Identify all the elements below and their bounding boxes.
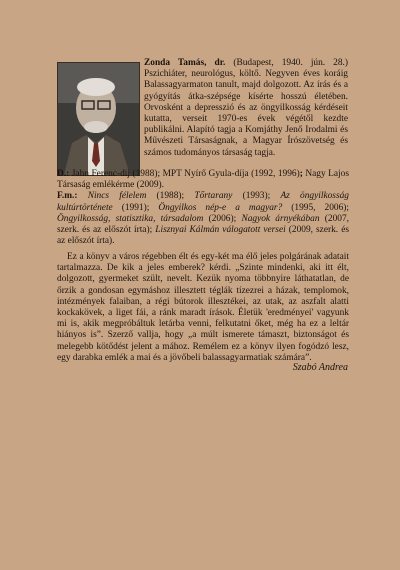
author-bio-intro (144, 58, 348, 159)
awards-paragraph (57, 169, 349, 191)
work-title: Nincs félelem (87, 191, 147, 202)
author-bio-continued (57, 169, 349, 247)
work-info: (1995, 2006); (282, 202, 349, 213)
author-name: Zonda Tamás, dr. (144, 58, 226, 68)
work-title: Öngyilkos nép-e a magyar? (158, 202, 283, 213)
work-title: Lisznyai Kálmán válogatott versei (155, 225, 286, 236)
awards-separator: ; (299, 169, 303, 179)
essay-paragraph: Ez a könyv a város régebben élt és egy-két ma élő jeles polgárának adatait tartalmazza. De kik a jeles emberek? kérdi. „Szinte mindenki, aki itt élt, dolgozott, gyermeket szült, nevelt. Kezük nyoma többnyire láthatatlan, de őrzik a gondosan egymáshoz illesztett téglák tízezrei a házak, templomok, intézmények falaiban, a régi bútorok illesztékei, az utak, az aszfalt alatti kockakövek, a liget fái, a ránk maradt írások. Életük 'eredményei' vagyunk mi is, akik megpróbáltuk letárba venni, felkutatni őket, még ha ez a leltár hiányos is”. Szerző vallja, hogy „a múlt ismerete támaszt, biztonságot és melegebb kötődést jelent a mához. Remélem ez a könyv ilyen fogódzó lesz, egy darabka emlék a mai és a jövőbeli balassagyarmatiak számára”. (57, 252, 349, 363)
work-info: (1993); (232, 191, 281, 202)
portrait-illustration (58, 63, 139, 175)
awards-label: D.: (57, 169, 70, 179)
author-portrait-photo (57, 62, 140, 176)
works-paragraph (57, 191, 349, 247)
work-info: (2006); (203, 213, 242, 224)
author-birth: (Budapest, 1940. jún. 28.) (233, 58, 349, 68)
work-title: Tőrtarany (194, 191, 233, 202)
works-label: F.m.: (57, 191, 78, 202)
awards-text-b: Nagy Lajos Társaság emlékérme (2009). (57, 169, 350, 191)
work-title: Öngyilkosság, statisztika, társadalom (57, 213, 204, 224)
signature: Szabó Andrea (292, 362, 348, 373)
awards-text-a: Jahn Ferenc-díj (1988); MPT Nyírő Gyula-díja (1992, 1996) (71, 169, 300, 179)
work-info: (2007, szerk. és az előszót írta); (57, 213, 349, 236)
work-info: (2009, szerk. és az előszót írta). (57, 225, 350, 247)
author-intro-text: Pszichiáter, neurológus, költő. Negyven éves koráig Balassagyarmaton tanult, majd dolgozott. Az írás és a gyógyítás átka-szépsége kísérte hosszú életében. Orvosként a depresszió és az öngyilkosság kérdéseit kutatta, verseit 1970-es évek végétől kezdte publikálni. Alapító tagja a Komjáthy Jenő Irodalmi és Művészeti Társaságnak, a Magyar Írószövetség és számos tudományos társaság tagja. (144, 69, 348, 158)
work-info: (1988); (146, 191, 195, 202)
work-info: (1991); (112, 202, 159, 213)
work-title: Az öngyilkosság kultúrtörténete (57, 191, 349, 213)
work-title: Nagyok árnyékában (241, 213, 320, 224)
